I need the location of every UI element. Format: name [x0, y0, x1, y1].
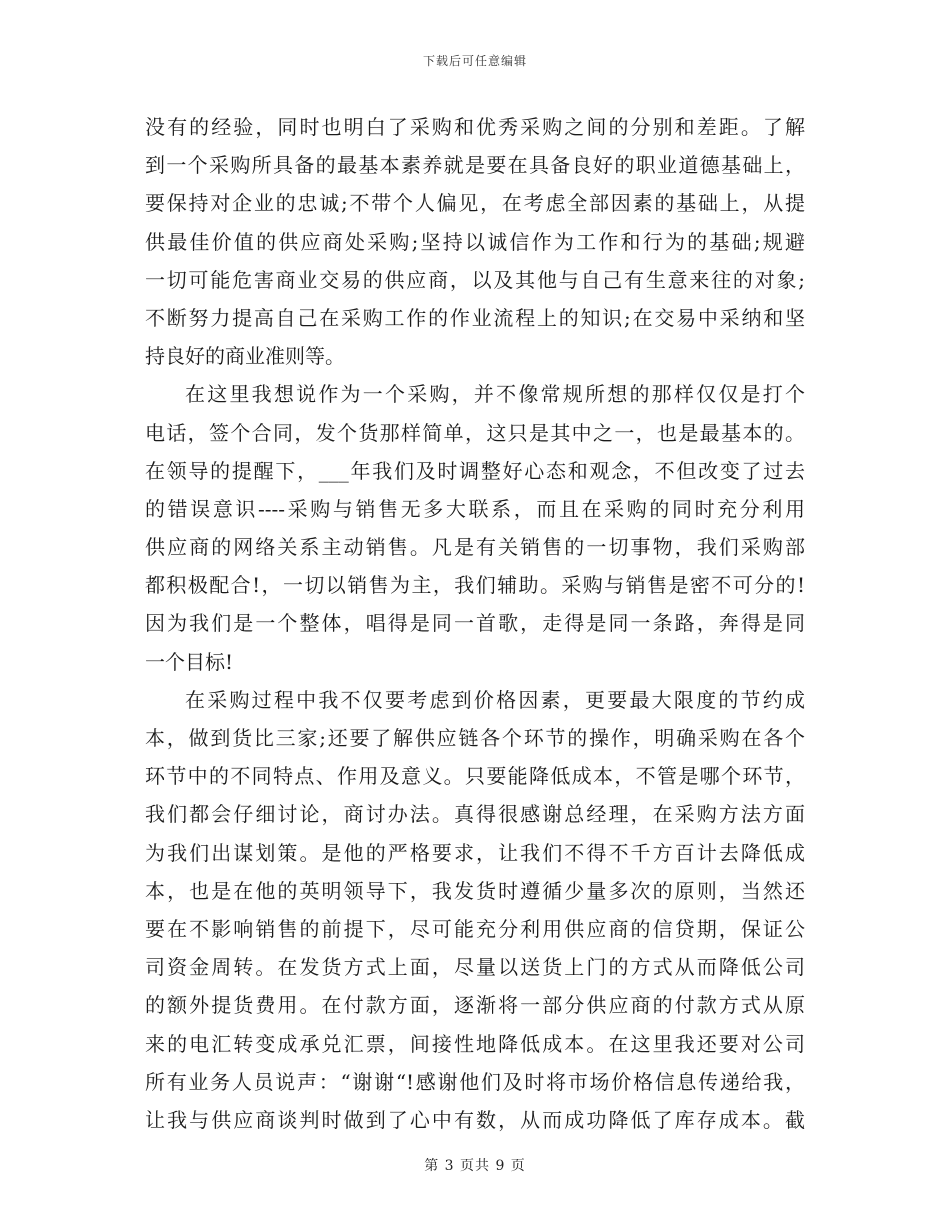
text-line: 供最佳价值的供应商处采购;坚持以诚信作为工作和行为的基础;规避	[145, 229, 805, 254]
text-line: 因为我们是一个整体，唱得是同一首歌，走得是同一条路，奔得是同	[145, 611, 805, 636]
text-line: 为我们出谋划策。是他的严格要求，让我们不得不千方百计去降低成	[145, 840, 805, 865]
text-line: 没有的经验，同时也明白了采购和优秀采购之间的分别和差距。了解	[145, 115, 805, 139]
text-line: 一个目标!	[145, 649, 234, 674]
text-line: 电话，签个合同，发个货那样简单，这只是其中之一，也是最基本的。	[145, 420, 805, 445]
text-line: 在这里我想说作为一个采购，并不像常规所想的那样仅仅是打个	[185, 382, 805, 407]
text-line: 一切可能危害商业交易的供应商，以及其他与自己有生意来往的对象;	[145, 267, 805, 292]
text-line: 在领导的提醒下，___年我们及时调整好心态和观念，不但改变了过去	[145, 458, 805, 483]
text-line: 持良好的商业准则等。	[145, 344, 345, 369]
text-line: 我们都会仔细讨论，商讨办法。真得很感谢总经理，在采购方法方面	[145, 802, 805, 827]
text-line: 司资金周转。在发货方式上面，尽量以送货上门的方式从而降低公司	[145, 955, 805, 980]
page-number: 第 3 页共 9 页	[424, 1158, 526, 1174]
document-body	[145, 108, 805, 1139]
text-line: 到一个采购所具备的最基本素养就是要在具备良好的职业道德基础上，	[145, 153, 805, 178]
text-line: 本，做到货比三家;还要了解供应链各个环节的操作，明确采购在各个	[145, 726, 805, 750]
text-line: 的额外提货费用。在付款方面，逐渐将一部分供应商的付款方式从原	[145, 993, 805, 1018]
text-line: 都积极配合!，一切以销售为主，我们辅助。采购与销售是密不可分的!	[145, 573, 805, 598]
text-line: 来的电汇转变成承兑汇票，间接性地降低成本。在这里我还要对公司	[145, 1031, 805, 1056]
text-line: 不断努力提高自己在采购工作的作业流程上的知识;在交易中采纳和坚	[145, 305, 805, 330]
text-line: 的错误意识----采购与销售无多大联系，而且在采购的同时充分利用	[145, 496, 805, 521]
text-line: 所有业务人员说声：“谢谢“!感谢他们及时将市场价格信息传递给我，	[145, 1069, 805, 1094]
text-line: 供应商的网络关系主动销售。凡是有关销售的一切事物，我们采购部	[145, 535, 805, 560]
text-line: 要在不影响销售的前提下，尽可能充分利用供应商的信贷期，保证公	[145, 916, 805, 941]
text-line: 让我与供应商谈判时做到了心中有数，从而成功降低了库存成本。截	[145, 1107, 805, 1132]
text-line: 环节中的不同特点、作用及意义。只要能降低成本，不管是哪个环节，	[145, 764, 805, 789]
paragraph	[145, 681, 805, 1139]
paragraph	[145, 375, 805, 681]
text-line: 本，也是在他的英明领导下，我发货时遵循少量多次的原则，当然还	[145, 878, 805, 903]
text-line: 要保持对企业的忠诚;不带个人偏见，在考虑全部因素的基础上，从提	[145, 191, 805, 216]
text-line: 在采购过程中我不仅要考虑到价格因素，更要最大限度的节约成	[185, 687, 805, 712]
paragraph	[145, 108, 805, 375]
page-header: 下载后可任意编辑	[422, 54, 527, 68]
